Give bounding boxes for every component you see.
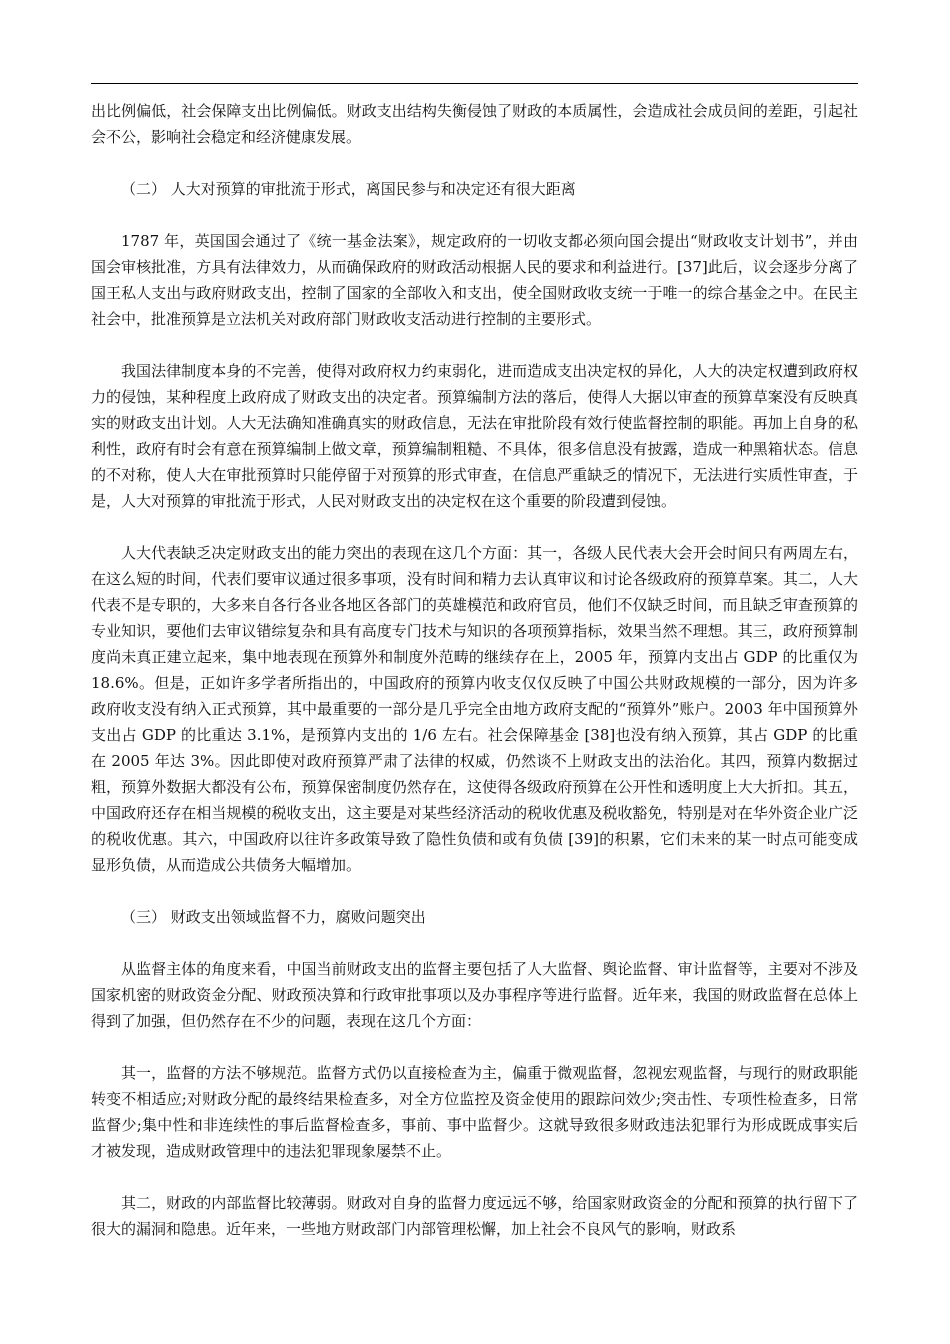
- paragraph-uk-parliament: 1787 年，英国国会通过了《统一基金法案》，规定政府的一切收支都必须向国会提出“财政收支计划书”，并由国会审核批准，方具有法律效力，从而确保政府的财政活动根据人民的要求和利益进行。[37]此后，议会逐步分离了国王私人支出与政府财政支出，控制了国家的全部收入和支出，使全国财政收支统一于唯一的综合基金之中。在民主社会中，批准预算是立法机关对政府部门财政收支活动进行控制的主要形式。: [91, 232, 858, 328]
- section-heading-2: （二） 人大对预算的审批流于形式，离国民参与和决定还有很大距离: [121, 180, 576, 198]
- header-rule: [91, 83, 858, 84]
- paragraph-continued: 出比例偏低，社会保障支出比例偏低。财政支出结构失衡侵蚀了财政的本质属性，会造成社会成员间的差距，引起社会不公，影响社会稳定和经济健康发展。: [91, 102, 858, 146]
- document-body: [91, 98, 858, 1268]
- paragraph-point-one: 其一，监督的方法不够规范。监督方式仍以直接检查为主，偏重于微观监督，忽视宏观监督，与现行的财政职能转变不相适应;对财政分配的最终结果检查多，对全方位监控及资金使用的跟踪问效少;突击性、专项性检查多，日常监督少;集中性和非连续性的事后监督检查多，事前、事中监督少。这就导致很多财政违法犯罪行为形成既成事实后才被发现，造成财政管理中的违法犯罪现象屡禁不止。: [91, 1064, 858, 1160]
- paragraph-legal-system: 我国法律制度本身的不完善，使得对政府权力约束弱化，进而造成支出决定权的异化，人大的决定权遭到政府权力的侵蚀，某种程度上政府成了财政支出的决定者。预算编制方法的落后，使得人大据以审查的预算草案没有反映真实的财政支出计划。人大无法确知准确真实的财政信息，无法在审批阶段有效行使监督控制的职能。再加上自身的私利性，政府有时会有意在预算编制上做文章，预算编制粗糙、不具体，很多信息没有披露，造成一种黑箱状态。信息的不对称，使人大在审批预算时只能停留于对预算的形式审查，在信息严重缺乏的情况下，无法进行实质性审查，于是，人大对预算的审批流于形式，人民对财政支出的决定权在这个重要的阶段遭到侵蚀。: [91, 362, 858, 510]
- section-heading-3: （三） 财政支出领域监督不力，腐败问题突出: [121, 908, 426, 926]
- paragraph-supervision-subjects: 从监督主体的角度来看，中国当前财政支出的监督主要包括了人大监督、舆论监督、审计监督等，主要对不涉及国家机密的财政资金分配、财政预决算和行政审批事项以及办事程序等进行监督。近年来，我国的财政监督在总体上得到了加强，但仍然存在不少的问题，表现在这几个方面：: [91, 960, 858, 1030]
- paragraph-point-two: 其二，财政的内部监督比较薄弱。财政对自身的监督力度远远不够，给国家财政资金的分配和预算的执行留下了很大的漏洞和隐患。近年来，一些地方财政部门内部管理松懈，加上社会不良风气的影响，财政系: [91, 1194, 858, 1238]
- paragraph-deputies-capacity: 人大代表缺乏决定财政支出的能力突出的表现在这几个方面：其一，各级人民代表大会开会时间只有两周左右，在这么短的时间，代表们要审议通过很多事项，没有时间和精力去认真审议和讨论各级政府的预算草案。其二，人大代表不是专职的，大多来自各行各业各地区各部门的英雄模范和政府官员，他们不仅缺乏时间，而且缺乏审查预算的专业知识，要他们去审议错综复杂和具有高度专门技术与知识的各项预算指标，效果当然不理想。其三，政府预算制度尚未真正建立起来，集中地表现在预算外和制度外范畴的继续存在上，2005 年，预算内支出占 GDP 的比重仅为 18.6%。但是，正如许多学者所指出的，中国政府的预算内收支仅仅反映了中国公共财政规模的一部分，因为许多政府收支没有纳入正式预算，其中最重要的一部分是几乎完全由地方政府支配的“预算外”账户。2003 年中国预算外支出占 GDP 的比重达 3.1%，是预算内支出的 1/6 左右。社会保障基金 [38]也没有纳入预算，其占 GDP 的比重在 2005 年达 3%。因此即使对政府预算严肃了法律的权威，仍然谈不上财政支出的法治化。其四，预算内数据过粗，预算外数据大都没有公布，预算保密制度仍然存在，这使得各级政府预算在公开性和透明度上大大折扣。其五，中国政府还存在相当规模的税收支出，这主要是对某些经济活动的税收优惠及税收豁免，特别是对在华外资企业广泛的税收优惠。其六，中国政府以往许多政策导致了隐性负债和或有负债 [39]的积累，它们未来的某一时点可能变成显形负债，从而造成公共债务大幅增加。: [91, 544, 858, 874]
